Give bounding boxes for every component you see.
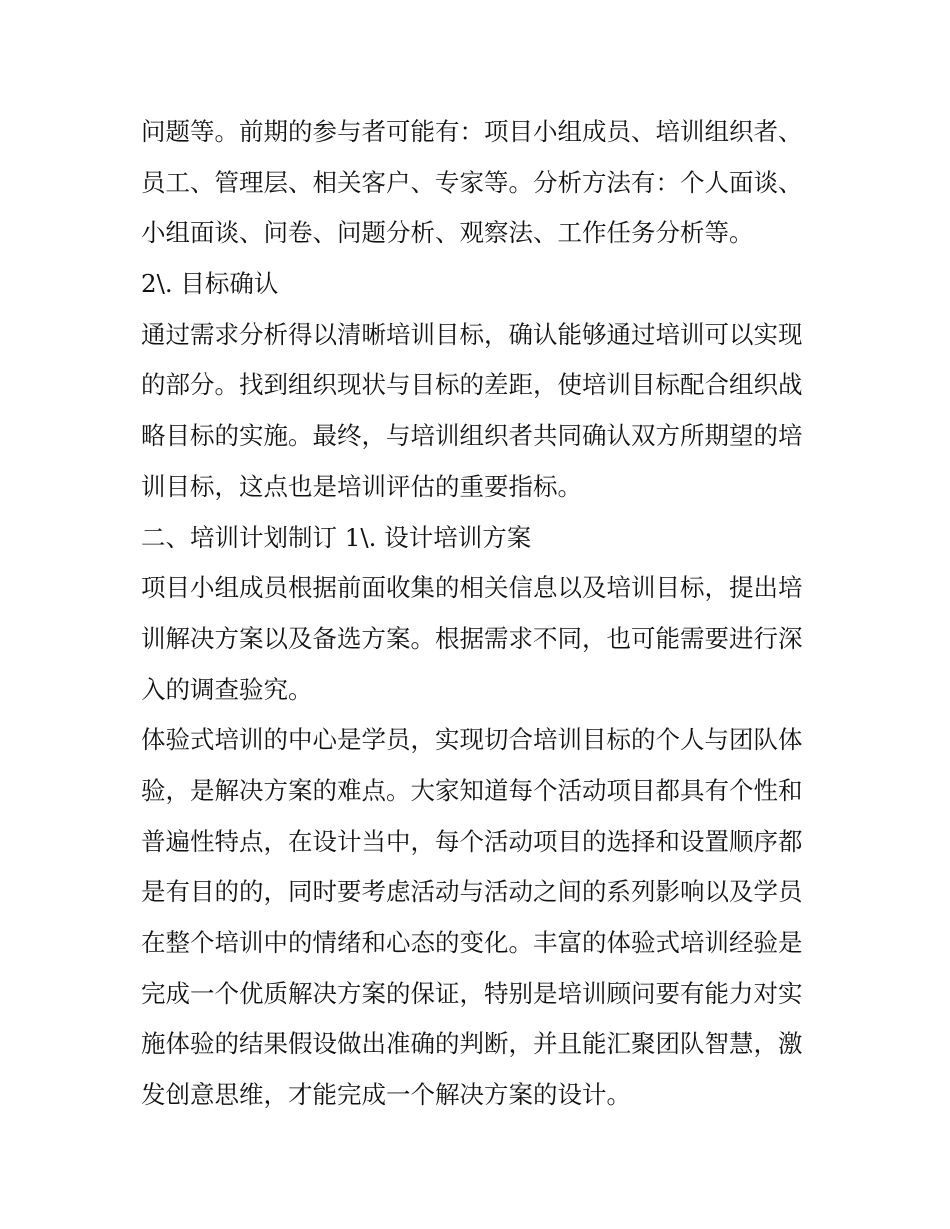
text-line: 发创意思维，才能完成一个解决方案的设计。 [141,1080,631,1110]
text-line: 问题等。前期的参与者可能有：项目小组成员、培训组织者、 [141,117,803,146]
text-line: 员工、管理层、相关客户、专家等。分析方法有：个人面谈、 [141,167,803,197]
text-line: 完成一个优质解决方案的保证，特别是培训顾问要有能力对实 [141,978,803,1008]
text-line: 小组面谈、问卷、问题分析、观察法、工作任务分析等。 [141,218,754,248]
text-line: 略目标的实施。最终，与培训组织者共同确认双方所期望的培 [141,421,803,451]
text-line: 验，是解决方案的难点。大家知道每个活动项目都具有个性和 [141,775,803,805]
text-line: 体验式培训的中心是学员，实现切合培训目标的个人与团队体 [141,725,803,755]
text-line: 通过需求分析得以清晰培训目标，确认能够通过培训可以实现 [141,319,803,349]
document-body [141,107,831,1121]
text-line: 是有目的的，同时要考虑活动与活动之间的系列影响以及学员 [141,877,803,907]
text-line: 的部分。找到组织现状与目标的差距，使培训目标配合组织战 [141,370,803,400]
text-line: 入的调查验究。 [141,674,313,704]
text-line: 普遍性特点，在设计当中，每个活动项目的选择和设置顺序都 [141,826,803,856]
section-heading: 2\. 目标确认 [141,269,279,299]
text-line: 项目小组成员根据前面收集的相关信息以及培训目标，提出培 [141,573,803,603]
text-line: 训解决方案以及备选方案。根据需求不同，也可能需要进行深 [141,623,803,653]
section-heading: 二、培训计划制订 1\. 设计培训方案 [141,522,532,552]
text-line: 施体验的结果假设做出准确的判断，并且能汇聚团队智慧，激 [141,1029,803,1059]
text-line: 训目标，这点也是培训评估的重要指标。 [141,471,582,501]
text-line: 在整个培训中的情绪和心态的变化。丰富的体验式培训经验是 [141,928,803,957]
